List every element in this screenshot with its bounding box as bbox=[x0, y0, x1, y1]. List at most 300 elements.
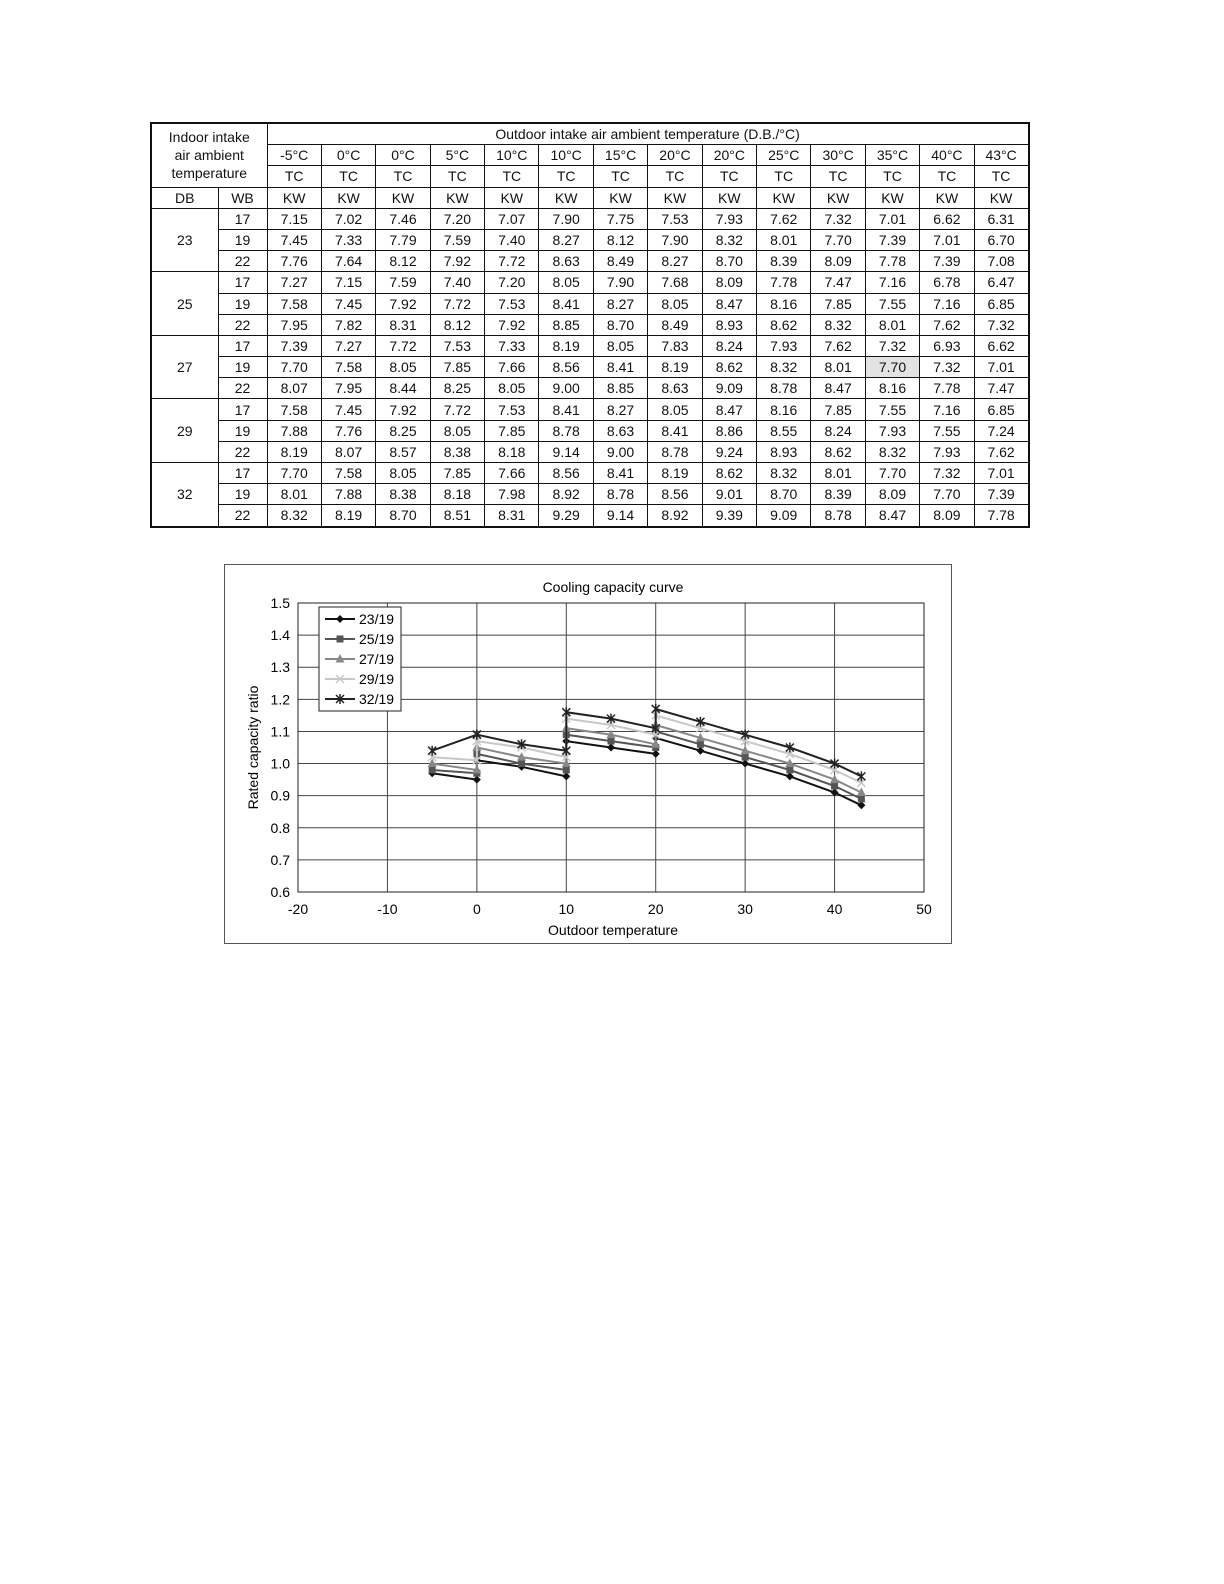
x-tick-label: -20 bbox=[287, 901, 309, 917]
capacity-cell: 7.16 bbox=[920, 293, 974, 314]
indoor-temp-header bbox=[151, 123, 267, 187]
unit-cell: KW bbox=[593, 187, 647, 208]
capacity-cell: 7.27 bbox=[321, 335, 375, 356]
capacity-cell: 7.32 bbox=[920, 463, 974, 484]
capacity-cell: 8.07 bbox=[321, 441, 375, 462]
capacity-cell: 8.32 bbox=[757, 357, 811, 378]
unit-cell: KW bbox=[974, 187, 1028, 208]
y-tick-label: 0.6 bbox=[270, 884, 290, 900]
capacity-cell: 7.85 bbox=[430, 357, 484, 378]
unit-cell: KW bbox=[865, 187, 919, 208]
data-point bbox=[562, 772, 570, 780]
capacity-cell: 8.05 bbox=[648, 293, 702, 314]
capacity-cell: 8.16 bbox=[865, 378, 919, 399]
wb-cell: 22 bbox=[218, 251, 267, 272]
capacity-cell: 9.09 bbox=[702, 378, 756, 399]
tc-cell: TC bbox=[376, 166, 430, 187]
db-cell: 29 bbox=[151, 399, 218, 463]
capacity-cell: 7.39 bbox=[865, 229, 919, 250]
capacity-cell: 8.01 bbox=[757, 229, 811, 250]
capacity-cell: 8.07 bbox=[267, 378, 321, 399]
capacity-cell: 8.86 bbox=[702, 420, 756, 441]
capacity-cell: 7.55 bbox=[920, 420, 974, 441]
tc-cell: TC bbox=[811, 166, 865, 187]
table-row bbox=[151, 357, 1029, 378]
capacity-cell: 7.70 bbox=[267, 357, 321, 378]
unit-cell: KW bbox=[920, 187, 974, 208]
capacity-cell: 7.58 bbox=[267, 293, 321, 314]
capacity-cell: 7.88 bbox=[267, 420, 321, 441]
capacity-cell: 9.00 bbox=[539, 378, 593, 399]
unit-cell: KW bbox=[648, 187, 702, 208]
tc-cell: TC bbox=[757, 166, 811, 187]
capacity-cell: 7.39 bbox=[974, 484, 1028, 505]
capacity-cell: 7.79 bbox=[376, 229, 430, 250]
data-point bbox=[696, 747, 704, 755]
wb-cell: 17 bbox=[218, 335, 267, 356]
capacity-cell: 7.33 bbox=[321, 229, 375, 250]
capacity-cell: 7.92 bbox=[376, 399, 430, 420]
capacity-cell: 8.27 bbox=[539, 229, 593, 250]
capacity-cell: 6.85 bbox=[974, 293, 1028, 314]
capacity-cell: 7.33 bbox=[485, 335, 539, 356]
capacity-cell: 7.27 bbox=[267, 272, 321, 293]
wb-cell: 22 bbox=[218, 441, 267, 462]
tc-cell: TC bbox=[865, 166, 919, 187]
capacity-cell: 9.00 bbox=[593, 441, 647, 462]
capacity-cell: 7.78 bbox=[865, 251, 919, 272]
capacity-cell: 7.70 bbox=[865, 463, 919, 484]
x-tick-label: 20 bbox=[647, 901, 664, 917]
capacity-cell: 7.53 bbox=[648, 208, 702, 229]
capacity-cell: 8.01 bbox=[811, 463, 865, 484]
capacity-cell: 8.27 bbox=[593, 399, 647, 420]
tc-cell: TC bbox=[539, 166, 593, 187]
capacity-cell: 8.85 bbox=[539, 314, 593, 335]
data-point bbox=[741, 760, 749, 768]
y-tick-label: 1.1 bbox=[270, 723, 290, 740]
capacity-cell: 8.12 bbox=[430, 314, 484, 335]
outdoor-temp-header: Outdoor intake air ambient temperature (D.B./°C) bbox=[267, 123, 1029, 145]
capacity-cell: 7.78 bbox=[974, 505, 1028, 527]
capacity-cell: 7.92 bbox=[485, 314, 539, 335]
capacity-cell: 7.59 bbox=[430, 229, 484, 250]
capacity-cell: 8.39 bbox=[811, 484, 865, 505]
capacity-cell: 7.68 bbox=[648, 272, 702, 293]
capacity-cell: 8.18 bbox=[430, 484, 484, 505]
capacity-cell: 8.38 bbox=[376, 484, 430, 505]
capacity-cell: 8.62 bbox=[811, 441, 865, 462]
wb-cell: 22 bbox=[218, 505, 267, 527]
indoor-header-line: Indoor intake bbox=[168, 129, 250, 146]
capacity-cell: 8.39 bbox=[757, 251, 811, 272]
capacity-cell: 8.12 bbox=[376, 251, 430, 272]
capacity-cell: 7.95 bbox=[321, 378, 375, 399]
chart-svg bbox=[225, 565, 951, 943]
capacity-cell: 7.02 bbox=[321, 208, 375, 229]
table-row bbox=[151, 463, 1029, 484]
capacity-cell: 7.58 bbox=[321, 463, 375, 484]
capacity-cell: 7.85 bbox=[811, 399, 865, 420]
tc-cell: TC bbox=[593, 166, 647, 187]
capacity-cell: 8.09 bbox=[811, 251, 865, 272]
capacity-cell: 7.82 bbox=[321, 314, 375, 335]
y-tick-label: 1.3 bbox=[270, 659, 290, 676]
capacity-cell: 8.01 bbox=[267, 484, 321, 505]
capacity-cell: 7.70 bbox=[920, 484, 974, 505]
db-cell: 27 bbox=[151, 335, 218, 399]
outdoor-temp-cell: 35°C bbox=[865, 145, 919, 166]
capacity-cell: 8.16 bbox=[757, 293, 811, 314]
capacity-cell: 8.62 bbox=[757, 314, 811, 335]
capacity-cell: 6.93 bbox=[920, 335, 974, 356]
capacity-cell: 7.20 bbox=[485, 272, 539, 293]
table-header-row bbox=[151, 123, 1029, 145]
capacity-cell: 8.01 bbox=[811, 357, 865, 378]
y-tick-label: 1.5 bbox=[270, 595, 290, 611]
capacity-cell: 7.93 bbox=[702, 208, 756, 229]
unit-row bbox=[151, 187, 1029, 208]
capacity-cell: 7.01 bbox=[974, 463, 1028, 484]
table-row bbox=[151, 229, 1029, 250]
capacity-cell: 9.39 bbox=[702, 505, 756, 527]
capacity-cell: 8.05 bbox=[539, 272, 593, 293]
tc-cell: TC bbox=[648, 166, 702, 187]
db-header: DB bbox=[151, 187, 218, 208]
capacity-cell: 7.01 bbox=[865, 208, 919, 229]
capacity-cell: 7.66 bbox=[485, 357, 539, 378]
capacity-cell: 8.63 bbox=[539, 251, 593, 272]
series-23-19 bbox=[428, 734, 865, 809]
capacity-cell: 8.93 bbox=[757, 441, 811, 462]
table-row bbox=[151, 293, 1029, 314]
unit-cell: KW bbox=[376, 187, 430, 208]
capacity-cell: 8.05 bbox=[376, 463, 430, 484]
capacity-cell: 8.16 bbox=[757, 399, 811, 420]
tc-cell: TC bbox=[321, 166, 375, 187]
db-cell: 25 bbox=[151, 272, 218, 336]
table-row bbox=[151, 378, 1029, 399]
capacity-cell: 8.93 bbox=[702, 314, 756, 335]
capacity-cell: 8.78 bbox=[593, 484, 647, 505]
capacity-cell: 8.41 bbox=[593, 357, 647, 378]
capacity-cell: 7.20 bbox=[430, 208, 484, 229]
data-point bbox=[473, 776, 481, 784]
capacity-cell: 8.41 bbox=[648, 420, 702, 441]
unit-cell: KW bbox=[702, 187, 756, 208]
outdoor-temp-cell: -5°C bbox=[267, 145, 321, 166]
capacity-cell: 7.75 bbox=[593, 208, 647, 229]
capacity-cell: 8.51 bbox=[430, 505, 484, 527]
capacity-cell: 7.93 bbox=[865, 420, 919, 441]
capacity-cell: 8.70 bbox=[376, 505, 430, 527]
data-point bbox=[697, 741, 704, 748]
capacity-cell: 8.24 bbox=[702, 335, 756, 356]
capacity-cell: 6.31 bbox=[974, 208, 1028, 229]
capacity-cell: 7.46 bbox=[376, 208, 430, 229]
x-tick-label: -10 bbox=[377, 901, 398, 917]
table-row bbox=[151, 420, 1029, 441]
tc-cell: TC bbox=[974, 166, 1028, 187]
capacity-cell: 7.08 bbox=[974, 251, 1028, 272]
wb-cell: 19 bbox=[218, 420, 267, 441]
capacity-cell: 7.72 bbox=[430, 399, 484, 420]
capacity-cell: 7.92 bbox=[376, 293, 430, 314]
x-tick-label: 0 bbox=[472, 901, 481, 917]
capacity-cell: 7.78 bbox=[920, 378, 974, 399]
capacity-cell: 8.19 bbox=[539, 335, 593, 356]
capacity-cell: 8.05 bbox=[430, 420, 484, 441]
capacity-cell: 8.32 bbox=[865, 441, 919, 462]
capacity-cell: 9.24 bbox=[702, 441, 756, 462]
capacity-cell: 8.62 bbox=[702, 357, 756, 378]
capacity-cell: 7.92 bbox=[430, 251, 484, 272]
capacity-cell: 7.98 bbox=[485, 484, 539, 505]
table-row bbox=[151, 505, 1029, 527]
tc-cell: TC bbox=[485, 166, 539, 187]
capacity-cell: 8.25 bbox=[376, 420, 430, 441]
capacity-cell: 8.78 bbox=[811, 505, 865, 527]
capacity-cell: 7.64 bbox=[321, 251, 375, 272]
y-tick-label: 0.9 bbox=[270, 787, 290, 804]
legend-label: 29/19 bbox=[359, 671, 395, 687]
capacity-cell: 8.05 bbox=[648, 399, 702, 420]
x-axis-label: Outdoor temperature bbox=[548, 922, 678, 938]
capacity-cell: 7.32 bbox=[974, 314, 1028, 335]
capacity-cell: 7.72 bbox=[485, 251, 539, 272]
capacity-cell: 8.38 bbox=[430, 441, 484, 462]
outdoor-temp-row bbox=[151, 145, 1029, 166]
capacity-cell: 7.62 bbox=[974, 441, 1028, 462]
tc-row bbox=[151, 166, 1029, 187]
capacity-cell: 7.95 bbox=[267, 314, 321, 335]
capacity-cell: 8.09 bbox=[865, 484, 919, 505]
capacity-cell: 8.70 bbox=[757, 484, 811, 505]
tc-cell: TC bbox=[920, 166, 974, 187]
data-point bbox=[858, 795, 865, 802]
table-row bbox=[151, 314, 1029, 335]
outdoor-temp-cell: 10°C bbox=[539, 145, 593, 166]
capacity-cell: 7.85 bbox=[811, 293, 865, 314]
wb-header: WB bbox=[218, 187, 267, 208]
wb-cell: 17 bbox=[218, 272, 267, 293]
data-point bbox=[652, 750, 660, 758]
capacity-cell: 8.19 bbox=[267, 441, 321, 462]
unit-cell: KW bbox=[757, 187, 811, 208]
capacity-cell: 8.19 bbox=[321, 505, 375, 527]
wb-cell: 17 bbox=[218, 208, 267, 229]
capacity-cell: 8.32 bbox=[811, 314, 865, 335]
capacity-cell: 7.45 bbox=[267, 229, 321, 250]
capacity-cell: 8.41 bbox=[539, 399, 593, 420]
capacity-cell: 8.05 bbox=[593, 335, 647, 356]
capacity-cell: 7.93 bbox=[757, 335, 811, 356]
capacity-cell: 7.66 bbox=[485, 463, 539, 484]
capacity-cell: 7.16 bbox=[865, 272, 919, 293]
unit-cell: KW bbox=[811, 187, 865, 208]
legend-marker bbox=[337, 636, 344, 643]
capacity-cell: 7.53 bbox=[430, 335, 484, 356]
capacity-cell: 8.32 bbox=[702, 229, 756, 250]
capacity-cell: 8.55 bbox=[757, 420, 811, 441]
capacity-cell: 8.27 bbox=[593, 293, 647, 314]
capacity-cell: 8.47 bbox=[702, 293, 756, 314]
capacity-cell: 9.01 bbox=[702, 484, 756, 505]
y-axis-label: Rated capacity ratio bbox=[245, 685, 261, 810]
capacity-cell: 8.92 bbox=[539, 484, 593, 505]
outdoor-temp-cell: 43°C bbox=[974, 145, 1028, 166]
unit-cell: KW bbox=[539, 187, 593, 208]
capacity-cell: 7.62 bbox=[920, 314, 974, 335]
wb-cell: 19 bbox=[218, 293, 267, 314]
capacity-cell: 7.47 bbox=[974, 378, 1028, 399]
capacity-cell: 7.58 bbox=[267, 399, 321, 420]
capacity-cell: 7.53 bbox=[485, 293, 539, 314]
capacity-cell: 8.25 bbox=[430, 378, 484, 399]
capacity-cell: 8.57 bbox=[376, 441, 430, 462]
capacity-cell: 7.70 bbox=[811, 229, 865, 250]
capacity-cell: 7.15 bbox=[321, 272, 375, 293]
cooling-capacity-table bbox=[150, 122, 1030, 528]
capacity-cell: 7.90 bbox=[648, 229, 702, 250]
capacity-cell: 8.12 bbox=[593, 229, 647, 250]
capacity-cell: 7.40 bbox=[485, 229, 539, 250]
data-point bbox=[563, 766, 570, 773]
capacity-cell: 7.15 bbox=[267, 208, 321, 229]
capacity-cell: 7.45 bbox=[321, 399, 375, 420]
capacity-cell: 7.76 bbox=[321, 420, 375, 441]
table-row bbox=[151, 399, 1029, 420]
cooling-capacity-chart bbox=[224, 564, 952, 944]
capacity-cell: 8.49 bbox=[593, 251, 647, 272]
capacity-cell: 8.41 bbox=[539, 293, 593, 314]
capacity-cell: 8.31 bbox=[376, 314, 430, 335]
capacity-cell: 7.78 bbox=[757, 272, 811, 293]
capacity-cell: 7.55 bbox=[865, 293, 919, 314]
db-cell: 32 bbox=[151, 463, 218, 527]
capacity-cell: 7.32 bbox=[811, 208, 865, 229]
y-tick-label: 1.4 bbox=[270, 627, 290, 644]
y-tick-label: 1.2 bbox=[270, 691, 290, 708]
data-point bbox=[831, 783, 838, 790]
capacity-cell: 8.63 bbox=[593, 420, 647, 441]
capacity-cell: 8.05 bbox=[485, 378, 539, 399]
outdoor-temp-cell: 30°C bbox=[811, 145, 865, 166]
capacity-cell: 7.85 bbox=[430, 463, 484, 484]
y-tick-label: 0.7 bbox=[270, 851, 290, 868]
chart-title: Cooling capacity curve bbox=[542, 579, 684, 595]
capacity-cell: 9.14 bbox=[539, 441, 593, 462]
capacity-cell: 7.53 bbox=[485, 399, 539, 420]
capacity-cell: 8.70 bbox=[702, 251, 756, 272]
wb-cell: 19 bbox=[218, 357, 267, 378]
capacity-cell: 8.49 bbox=[648, 314, 702, 335]
indoor-header-line: air ambient bbox=[174, 147, 244, 164]
table-row bbox=[151, 272, 1029, 293]
legend-label: 23/19 bbox=[359, 611, 395, 627]
capacity-cell: 7.83 bbox=[648, 335, 702, 356]
outdoor-temp-cell: 40°C bbox=[920, 145, 974, 166]
capacity-cell: 6.62 bbox=[920, 208, 974, 229]
table-row bbox=[151, 208, 1029, 229]
wb-cell: 19 bbox=[218, 484, 267, 505]
capacity-cell: 7.72 bbox=[376, 335, 430, 356]
capacity-cell: 7.62 bbox=[757, 208, 811, 229]
outdoor-temp-cell: 10°C bbox=[485, 145, 539, 166]
capacity-cell: 6.70 bbox=[974, 229, 1028, 250]
unit-cell: KW bbox=[430, 187, 484, 208]
capacity-cell: 7.90 bbox=[539, 208, 593, 229]
capacity-cell: 7.72 bbox=[430, 293, 484, 314]
capacity-cell: 8.05 bbox=[376, 357, 430, 378]
tc-cell: TC bbox=[702, 166, 756, 187]
capacity-cell: 7.24 bbox=[974, 420, 1028, 441]
capacity-cell: 7.47 bbox=[811, 272, 865, 293]
capacity-cell: 9.09 bbox=[757, 505, 811, 527]
capacity-cell: 8.47 bbox=[811, 378, 865, 399]
capacity-cell: 7.07 bbox=[485, 208, 539, 229]
capacity-cell: 8.47 bbox=[702, 399, 756, 420]
wb-cell: 17 bbox=[218, 463, 267, 484]
capacity-cell: 7.70 bbox=[267, 463, 321, 484]
capacity-cell: 8.18 bbox=[485, 441, 539, 462]
capacity-cell: 8.32 bbox=[267, 505, 321, 527]
x-tick-label: 10 bbox=[558, 901, 575, 917]
data-point bbox=[786, 766, 793, 773]
table-row bbox=[151, 484, 1029, 505]
capacity-cell: 7.16 bbox=[920, 399, 974, 420]
capacity-cell: 7.58 bbox=[321, 357, 375, 378]
table-row bbox=[151, 251, 1029, 272]
capacity-cell: 7.45 bbox=[321, 293, 375, 314]
table-row bbox=[151, 441, 1029, 462]
data-point bbox=[742, 754, 749, 761]
capacity-cell: 7.40 bbox=[430, 272, 484, 293]
outdoor-temp-cell: 15°C bbox=[593, 145, 647, 166]
chart-legend bbox=[319, 607, 401, 711]
legend-label: 32/19 bbox=[359, 691, 395, 707]
capacity-cell: 6.47 bbox=[974, 272, 1028, 293]
wb-cell: 19 bbox=[218, 229, 267, 250]
capacity-cell: 7.62 bbox=[811, 335, 865, 356]
outdoor-temp-cell: 25°C bbox=[757, 145, 811, 166]
capacity-cell: 7.39 bbox=[920, 251, 974, 272]
table-row bbox=[151, 335, 1029, 356]
capacity-cell: 8.56 bbox=[648, 484, 702, 505]
capacity-cell: 8.09 bbox=[702, 272, 756, 293]
data-point bbox=[607, 744, 615, 752]
legend-label: 25/19 bbox=[359, 631, 395, 647]
capacity-cell: 8.56 bbox=[539, 357, 593, 378]
data-point bbox=[786, 772, 794, 780]
unit-cell: KW bbox=[485, 187, 539, 208]
tc-cell: TC bbox=[430, 166, 484, 187]
tc-cell: TC bbox=[267, 166, 321, 187]
capacity-cell: 7.70 bbox=[865, 357, 919, 378]
capacity-cell: 9.29 bbox=[539, 505, 593, 527]
capacity-cell: 7.39 bbox=[267, 335, 321, 356]
capacity-cell: 7.55 bbox=[865, 399, 919, 420]
capacity-cell: 8.85 bbox=[593, 378, 647, 399]
capacity-cell: 8.62 bbox=[702, 463, 756, 484]
capacity-cell: 8.19 bbox=[648, 357, 702, 378]
y-tick-label: 1.0 bbox=[270, 755, 290, 772]
capacity-cell: 7.59 bbox=[376, 272, 430, 293]
capacity-cell: 8.09 bbox=[920, 505, 974, 527]
data-point bbox=[857, 771, 865, 781]
capacity-cell: 8.47 bbox=[865, 505, 919, 527]
outdoor-temp-cell: 0°C bbox=[376, 145, 430, 166]
